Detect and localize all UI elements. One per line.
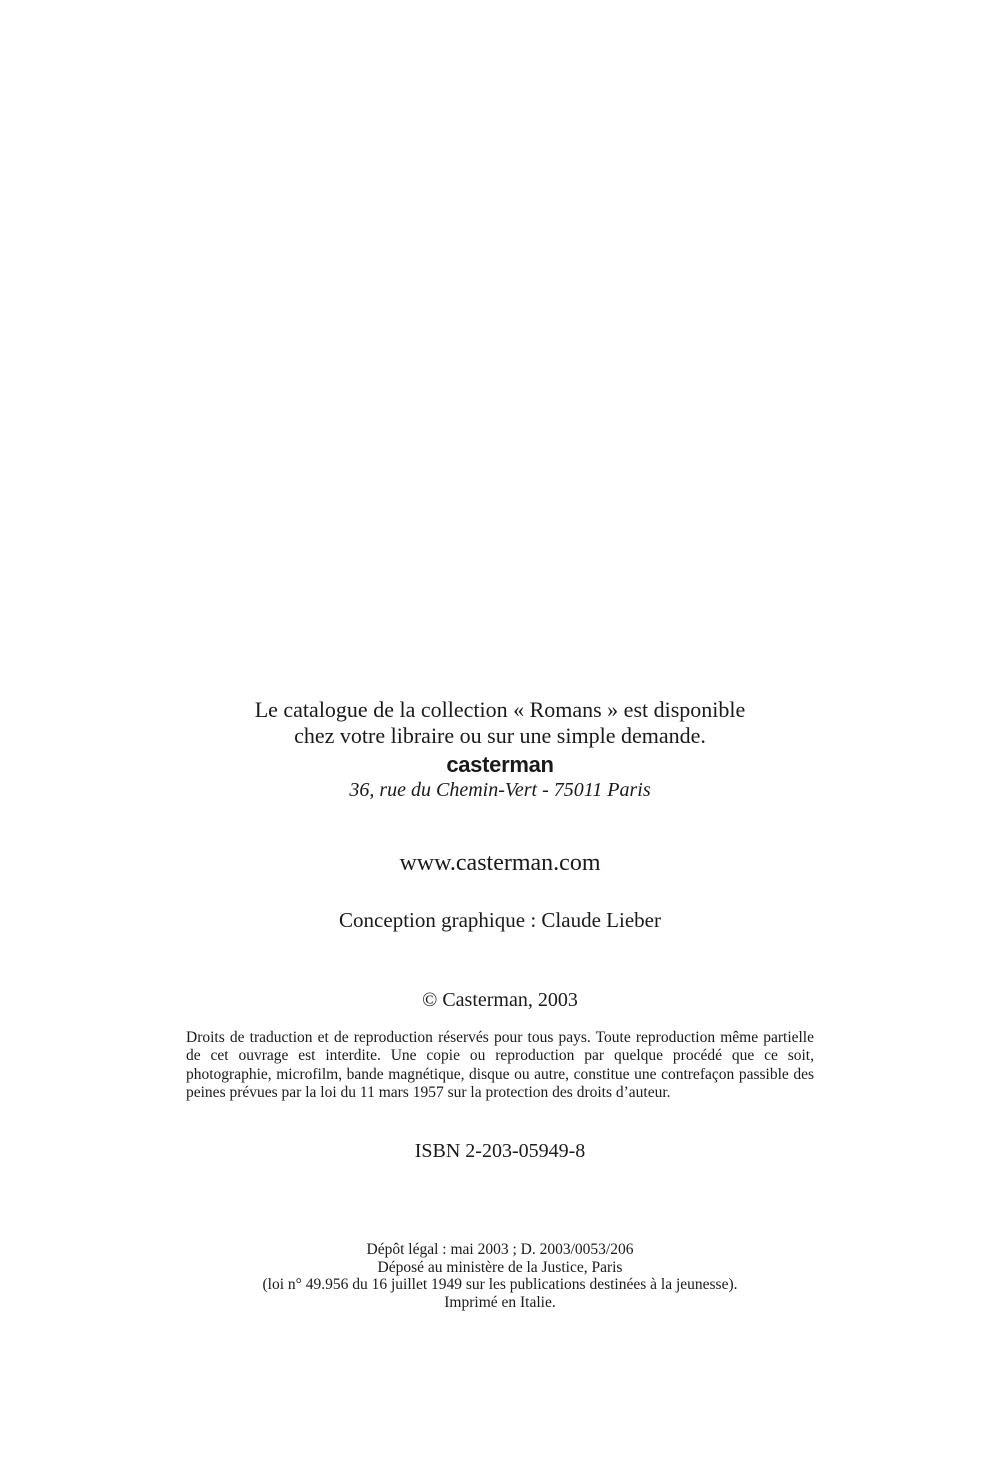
rights-notice: Droits de traduction et de reproduction réservés pour tous pays. Toute reproduction même partielle de cet ouvrage est interdite. Une copie ou reproduction par quelque procédé que ce soit, photographie, microfilm, bande magnétique, disque ou autre, constitue une contrefaçon passible des peines prévues par la loi du 11 mars 1957 sur la protection des droits d’auteur.: [186, 1029, 814, 1102]
printed-in-line: Imprimé en Italie.: [444, 1293, 556, 1311]
design-credit: Conception graphique : Claude Lieber: [339, 908, 661, 932]
catalogue-line-1: Le catalogue de la collection « Romans » est disponible: [254, 697, 746, 722]
legal-deposit: [0, 1241, 1000, 1311]
publisher-website: www.casterman.com: [399, 850, 601, 876]
legal-law-line: (loi n° 49.956 du 16 juillet 1949 sur les publications destinées à la jeunesse).: [262, 1276, 738, 1293]
publisher-logo-text: casterman: [446, 752, 554, 777]
catalogue-notice: [0, 697, 1000, 749]
legal-depot-line: Dépôt légal : mai 2003 ; D. 2003/0053/206: [366, 1241, 634, 1258]
isbn: ISBN 2-203-05949-8: [414, 1140, 586, 1162]
publisher-address: 36, rue du Chemin-Vert - 75011 Paris: [349, 779, 651, 801]
catalogue-line-2: chez votre libraire ou sur une simple demande.: [294, 723, 706, 748]
legal-ministry-line: Déposé au ministère de la Justice, Paris: [377, 1258, 623, 1276]
copyright-line: © Casterman, 2003: [422, 989, 578, 1011]
